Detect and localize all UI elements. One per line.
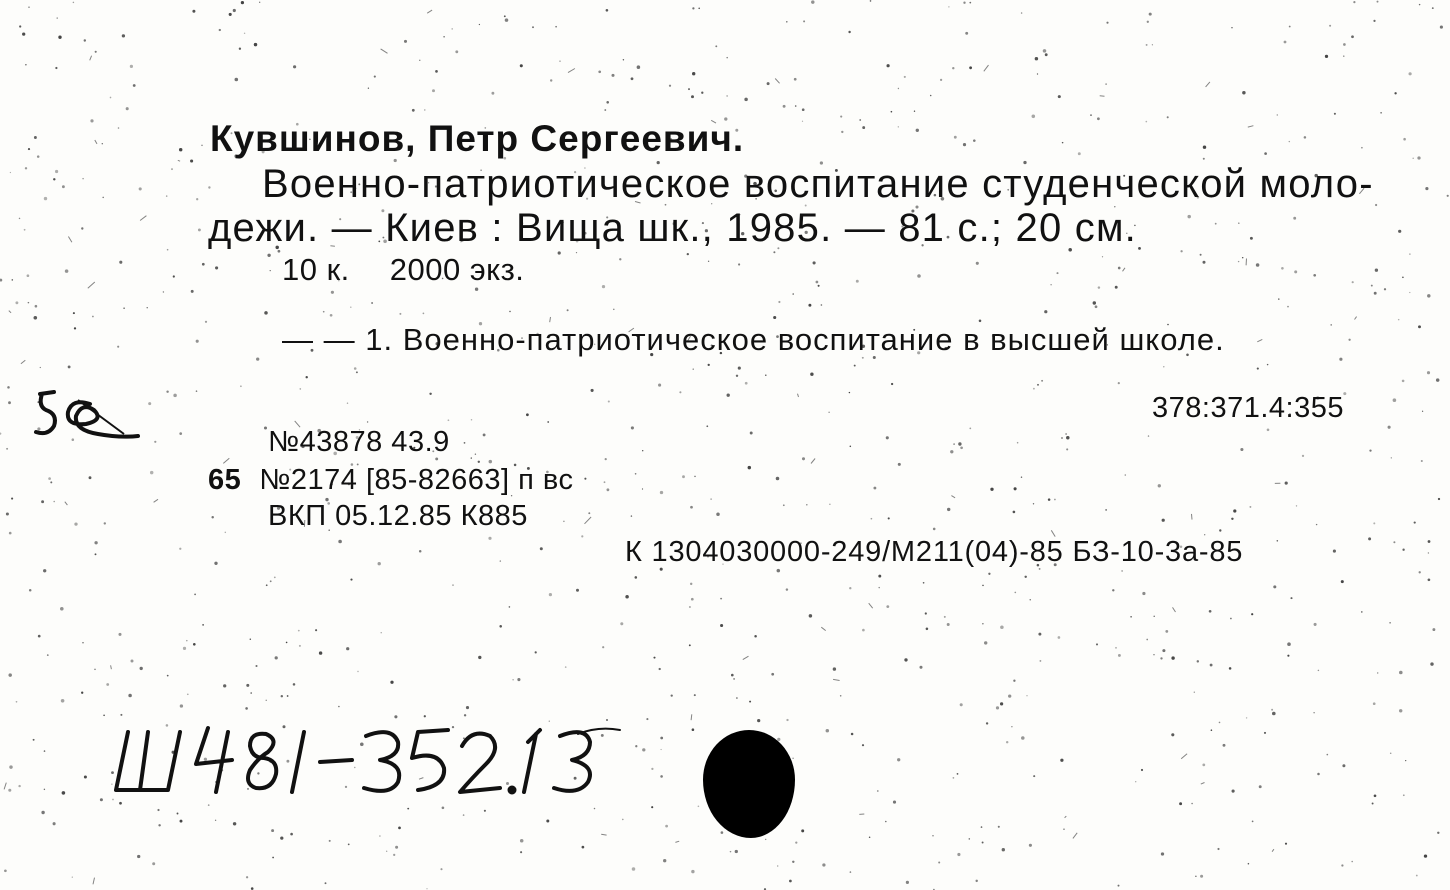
card-registration-line-3: ВКП 05.12.85 К885: [268, 500, 528, 532]
handwritten-shelfmark: [108, 712, 628, 812]
card-registration-line-2: [208, 464, 574, 497]
card-author: Кувшинов, Петр Сергеевич.: [210, 118, 745, 159]
card-registration-detail: №2174 [85-82663] п вс: [259, 464, 574, 496]
card-registration-line-1: №43878 43.9: [268, 426, 450, 458]
card-udc-code: 378:371.4:355: [1152, 392, 1344, 424]
card-punch-hole: [703, 730, 795, 838]
card-copies: 2000 экз.: [389, 252, 525, 287]
card-publication-code: К 1304030000-249/М211(04)-85 БЗ-10-3а-85: [625, 536, 1244, 568]
card-title-line-1: Военно-патриотическое воспитание студенческой моло-: [262, 162, 1374, 206]
card-price-line: [282, 252, 524, 288]
card-registration-number: 65: [208, 464, 242, 496]
card-price: 10 к.: [282, 252, 350, 287]
handwritten-mark: [28, 380, 148, 450]
card-title-line-2: дежи. — Киев : Вища шк., 1985. — 81 с.; 20 см.: [208, 206, 1137, 250]
card-subject-heading: — — 1. Военно-патриотическое воспитание в высшей школе.: [282, 322, 1225, 357]
